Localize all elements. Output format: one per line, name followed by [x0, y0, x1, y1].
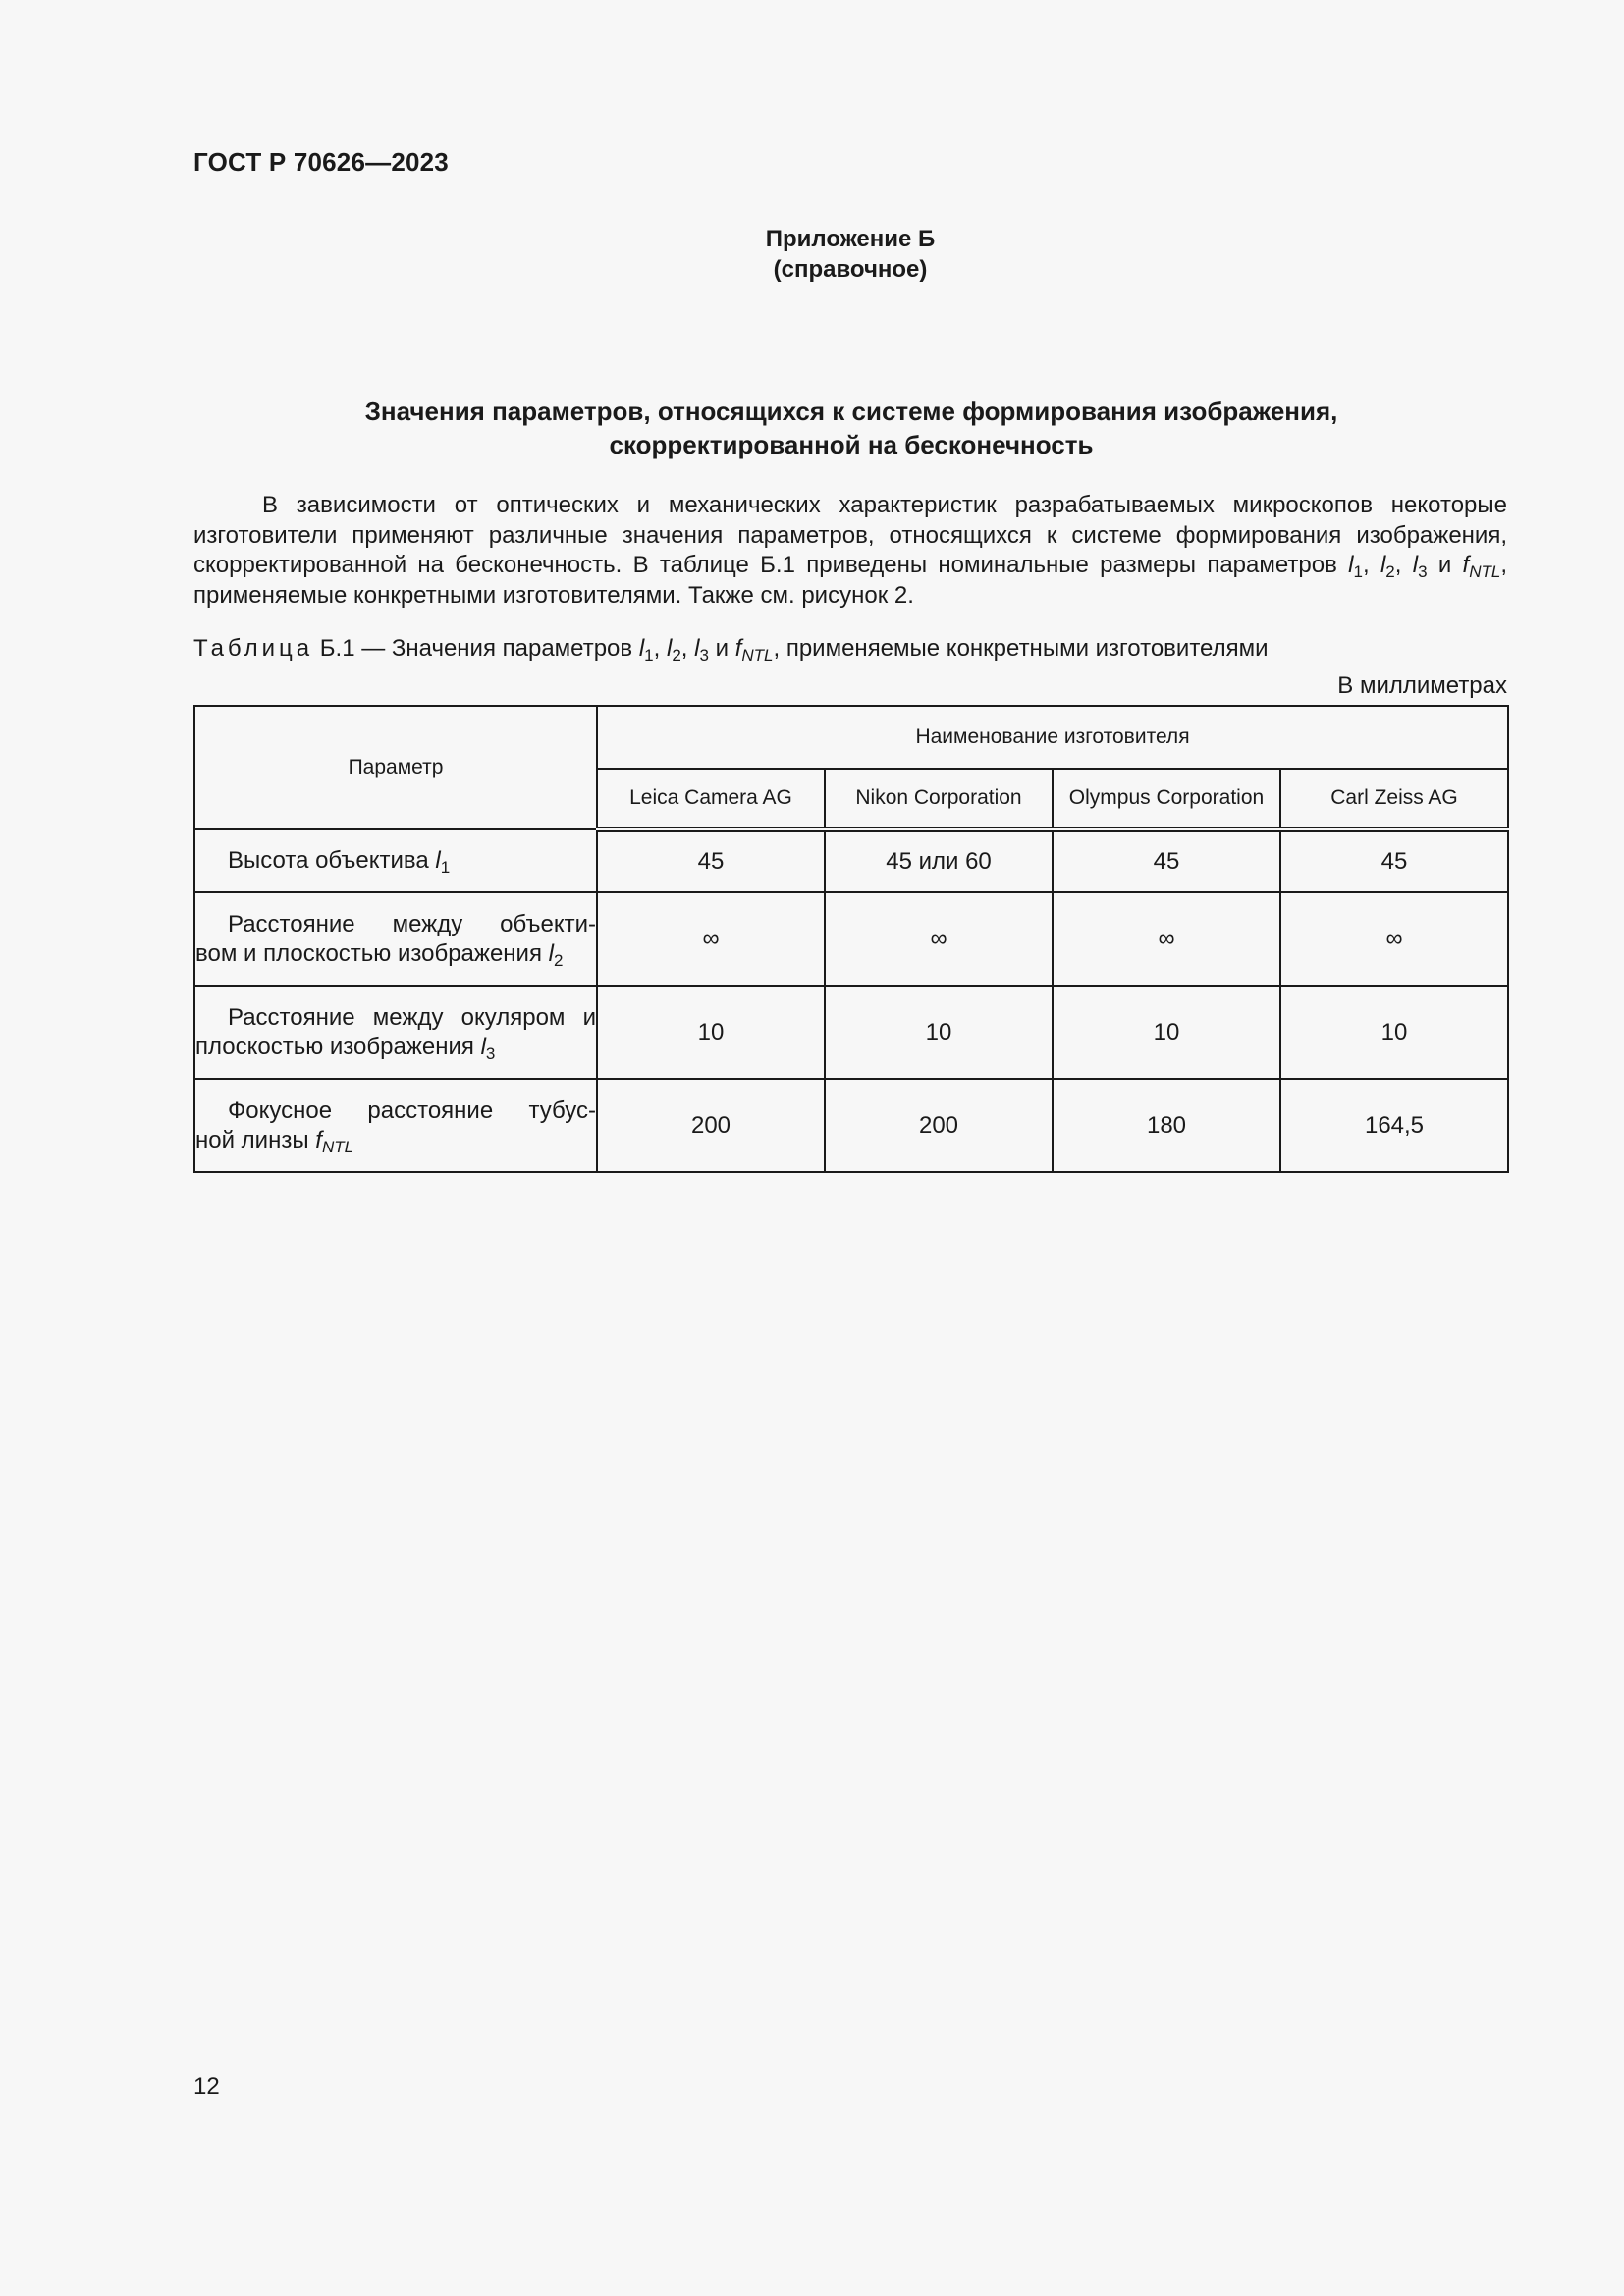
param-name: Высота объектива $l_1$ — [194, 829, 597, 892]
table-cell: 45 — [1280, 829, 1508, 892]
caption-symbol-l1: $l_1$ — [638, 635, 654, 665]
caption-symbol-l2: $l_2$ — [666, 635, 681, 665]
table-cell: ∞ — [597, 892, 825, 986]
table-cell: ∞ — [825, 892, 1053, 986]
appendix-type: (справочное) — [773, 256, 928, 283]
units-note: В миллиметрах — [1337, 672, 1507, 699]
appendix-heading — [0, 224, 1624, 285]
header-manufacturer-group: Наименование изготовителя — [597, 706, 1508, 769]
intro-paragraph-tail: , применяемые конкретными изготовителями. Также см. рисунок 2. — [193, 552, 1508, 609]
table-cell: 164,5 — [1280, 1079, 1508, 1172]
table-cell: ∞ — [1280, 892, 1508, 986]
section-title-line1: Значения параметров, относящихся к системе формирования изображения, — [364, 397, 1338, 426]
symbol-l3: $l_3$ — [480, 1033, 496, 1063]
appendix-title: Приложение Б — [765, 226, 936, 252]
symbol-fntl: $f_{NTL}$ — [315, 1126, 354, 1156]
table-row — [194, 986, 1508, 1079]
table-cell: 10 — [825, 986, 1053, 1079]
table-cell: 10 — [1280, 986, 1508, 1079]
table-header-row — [194, 706, 1508, 769]
table-caption: Таблица Б.1 — Значения параметров $l_1$, $l_2$, $l_3$ и $f_{NTL}$, применяемые конкретными изготовителями — [193, 635, 1269, 665]
symbol-l1: $l_1$ — [435, 847, 451, 877]
table-cell: 45 или 60 — [825, 829, 1053, 892]
parameters-table — [193, 705, 1509, 1173]
header-manufacturer: Nikon Corporation — [825, 769, 1053, 829]
param-name: Расстояние между объекти- вом и плоскостью изображения $l_2$ — [194, 892, 597, 986]
param-name: Фокусное расстояние тубус- ной линзы $f_{NTL}$ — [194, 1079, 597, 1172]
table-row — [194, 829, 1508, 892]
header-parameter: Параметр — [194, 706, 597, 829]
table-cell: 10 — [1053, 986, 1280, 1079]
caption-symbol-l3: $l_3$ — [694, 635, 709, 665]
table-cell: 200 — [825, 1079, 1053, 1172]
symbol-fntl: $f_{NTL}$ — [1462, 552, 1501, 581]
caption-symbol-fntl: $f_{NTL}$ — [734, 635, 774, 665]
header-manufacturer: Olympus Corporation — [1053, 769, 1280, 829]
page-number: 12 — [193, 2073, 220, 2100]
symbol-l1: $l_1$ — [1348, 552, 1363, 581]
symbol-l3: $l_3$ — [1412, 552, 1428, 581]
table-cell: 180 — [1053, 1079, 1280, 1172]
table-caption-label: Таблица — [193, 635, 314, 662]
table-cell: ∞ — [1053, 892, 1280, 986]
header-manufacturer: Carl Zeiss AG — [1280, 769, 1508, 829]
intro-paragraph: В зависимости от оптических и механических характеристик разрабатываемых микроскопов некоторые изготовители применяют различные значения параметров, относящихся к системе формирования изображения, скорректированной на бесконечность. В таблице Б.1 приведены номинальные размеры параметров $l_1$, $l_2$, $l_3$ и $f_{NTL}$, применяемые конкретными изготовителями. Также см. рисунок 2. — [193, 492, 1508, 609]
intro-paragraph-text: В зависимости от оптических и механических характеристик разрабатываемых микроскопов некоторые изготовители применяют различные значения параметров, относящихся к системе формирования изображения, скорректированной на бесконечность. В таблице Б.1 приведены номинальные размеры параметров — [193, 492, 1507, 578]
symbol-l2: $l_2$ — [548, 939, 564, 970]
symbol-l2: $l_2$ — [1380, 552, 1395, 581]
document-code: ГОСТ Р 70626—2023 — [193, 147, 449, 177]
section-title-line2: скорректированной на бесконечность — [609, 430, 1094, 459]
header-manufacturer: Leica Camera AG — [597, 769, 825, 829]
table-cell: 45 — [1053, 829, 1280, 892]
section-title — [193, 395, 1509, 461]
param-name: Расстояние между окуляром и плоскостью изображения $l_3$ — [194, 986, 597, 1079]
table-row — [194, 892, 1508, 986]
table-cell: 45 — [597, 829, 825, 892]
table-cell: 200 — [597, 1079, 825, 1172]
table-row — [194, 1079, 1508, 1172]
table-cell: 10 — [597, 986, 825, 1079]
